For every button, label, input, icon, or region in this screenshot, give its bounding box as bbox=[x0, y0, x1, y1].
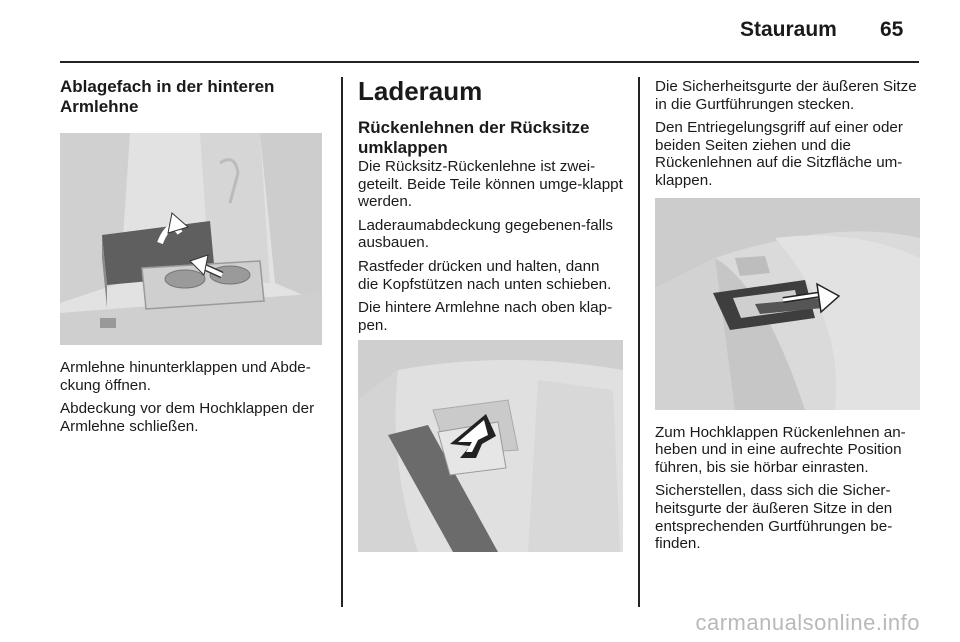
paragraph: Laderaumabdeckung gegebenen-falls ausbauen. bbox=[358, 216, 614, 252]
middle-column bbox=[358, 74, 623, 552]
paragraph: Die Rücksitz-Rückenlehne ist zwei-geteilt. Beide Teile können umge-klappt werden. bbox=[358, 158, 623, 211]
fold-instructions-continued bbox=[655, 78, 920, 190]
page-number: 65 bbox=[880, 18, 904, 41]
section-heading-armrest: Ablagefach in der hinteren Armlehne bbox=[60, 77, 275, 116]
section-heading-fold-seats: Rückenlehnen der Rücksitze umklappen bbox=[358, 118, 590, 157]
paragraph: Die Sicherheitsgurte der äußeren Sitze in die Gurtführungen stecken. bbox=[655, 78, 917, 113]
paragraph: Sicherstellen, dass sich die Sicher-heitsgurte der äußeren Sitze in den entsprechenden Gurtführungen be-finden. bbox=[655, 482, 893, 553]
release-handle-illustration bbox=[655, 198, 920, 410]
right-column bbox=[655, 74, 920, 559]
column-divider-right bbox=[638, 77, 640, 607]
column-divider-left bbox=[341, 77, 343, 607]
paragraph: Rastfeder drücken und halten, dann die Kopfstützen nach unten schieben. bbox=[358, 257, 612, 293]
paragraph: Zum Hochklappen Rückenlehnen an-heben und in eine aufrechte Position führen, bis sie hörbar einrasten. bbox=[655, 423, 906, 476]
header-divider bbox=[60, 61, 919, 63]
armrest-fold-svg bbox=[358, 340, 623, 552]
paragraph: Abdeckung vor dem Hochklappen der Armlehne schließen. bbox=[60, 400, 315, 435]
page-header-title: Stauraum bbox=[740, 18, 837, 41]
armrest-instructions bbox=[60, 359, 325, 435]
armrest-storage-illustration bbox=[60, 133, 322, 345]
fold-instructions bbox=[358, 158, 623, 334]
rear-armrest-fold-illustration bbox=[358, 340, 623, 552]
release-handle-svg bbox=[655, 198, 920, 410]
paragraph: Die hintere Armlehne nach oben klap-pen. bbox=[358, 299, 613, 334]
paragraph: Armlehne hinunterklappen und Abde-ckung öffnen. bbox=[60, 359, 311, 394]
armrest-svg bbox=[60, 133, 322, 345]
raise-instructions bbox=[655, 424, 920, 553]
watermark: carmanualsonline.info bbox=[695, 610, 920, 635]
section-title-laderaum: Laderaum bbox=[358, 76, 483, 106]
left-column bbox=[60, 74, 325, 441]
paragraph: Den Entriegelungsgriff auf einer oder beiden Seiten ziehen und die Rückenlehnen auf die Sitzfläche um-klappen. bbox=[655, 119, 903, 189]
